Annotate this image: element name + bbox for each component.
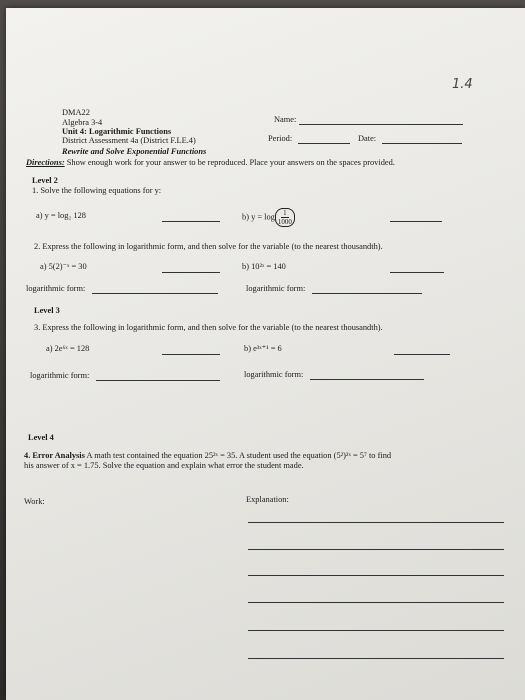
q2b-equation: b) 10²ˣ = 140 [242,262,286,271]
q1b-equation [242,208,295,227]
q3b-answer-line[interactable] [394,354,450,355]
period-label: Period: [268,134,293,143]
q4-line2: his answer of x = 1.75. Solve the equation and explain what error the student made. [24,461,304,470]
q3b-form-label: logarithmic form: [244,370,304,379]
directions-text: Show enough work for your answer to be reproduced. Place your answers on the spaces provided. [64,158,395,167]
unit-title: Unit 4: Logarithmic Functions [62,127,172,136]
q1b-answer-line[interactable] [390,221,442,222]
date-label: Date: [358,134,377,143]
explanation-label: Explanation: [246,495,289,504]
level4-title: Level 4 [28,433,54,442]
course-code: DMA22 [62,108,90,117]
q4-line1 [24,451,391,461]
q2a-form-line[interactable] [92,293,218,294]
q3a-equation: a) 2e⁶ˣ = 128 [46,344,90,353]
explanation-line[interactable] [248,630,504,631]
q1b-fraction [275,208,295,227]
q3-prompt: 3. Express the following in logarithmic form, and then solve for the variable (to the nearest thousandth). [34,323,383,332]
q2b-answer-line[interactable] [390,272,444,273]
q2b-form-label: logarithmic form: [246,284,306,293]
explanation-line[interactable] [248,522,504,523]
q2a-form-label: logarithmic form: [26,284,86,293]
q3b-equation: b) e³ˣ⁺¹ = 6 [244,344,282,353]
period-field[interactable] [298,143,350,144]
q3a-form-line[interactable] [96,380,220,381]
explanation-line[interactable] [248,602,504,603]
handwritten-mark: 1.4 [452,77,473,92]
q4-text-1: A math test contained the equation 25²ˣ = 35. A student used the equation (5²)²ˣ = 5⁷ to find [84,451,392,460]
level2-title: Level 2 [32,176,58,185]
q2b-form-line[interactable] [312,293,422,294]
level3-title: Level 3 [34,306,60,315]
explanation-line[interactable] [248,575,504,576]
date-field[interactable] [382,143,462,144]
work-label: Work: [24,497,45,506]
explanation-line[interactable] [248,658,504,659]
q3a-form-label: logarithmic form: [30,371,90,380]
name-label: Name: [274,115,297,124]
q2-prompt: 2. Express the following in logarithmic form, and then solve for the variable (to the nearest thousandth). [34,242,383,251]
assessment-title: District Assessment 4a (District F.LE.4) [62,136,196,145]
q2a-answer-line[interactable] [162,272,220,273]
q1b-denominator: 1000 [277,218,292,226]
directions [26,158,395,168]
q4-label: 4. Error Analysis [24,451,85,460]
name-field[interactable] [299,124,463,125]
q3b-form-line[interactable] [310,379,424,380]
topic-title: Rewrite and Solve Exponential Functions [62,147,207,156]
q3a-answer-line[interactable] [162,354,220,355]
class-name: Algebra 3-4 [62,118,103,127]
q1b-numerator: 1 [283,209,287,217]
directions-label: Directions: [26,158,65,167]
worksheet-page [6,8,525,700]
explanation-line[interactable] [248,549,504,550]
q1a-equation: a) y = log₂ 128 [36,211,86,220]
q1a-answer-line[interactable] [162,221,220,222]
q1-prompt: 1. Solve the following equations for y: [32,186,162,195]
q1b-prefix: b) y = log [242,212,275,222]
q2a-equation: a) 5(2)⁻ˣ = 30 [40,262,87,271]
